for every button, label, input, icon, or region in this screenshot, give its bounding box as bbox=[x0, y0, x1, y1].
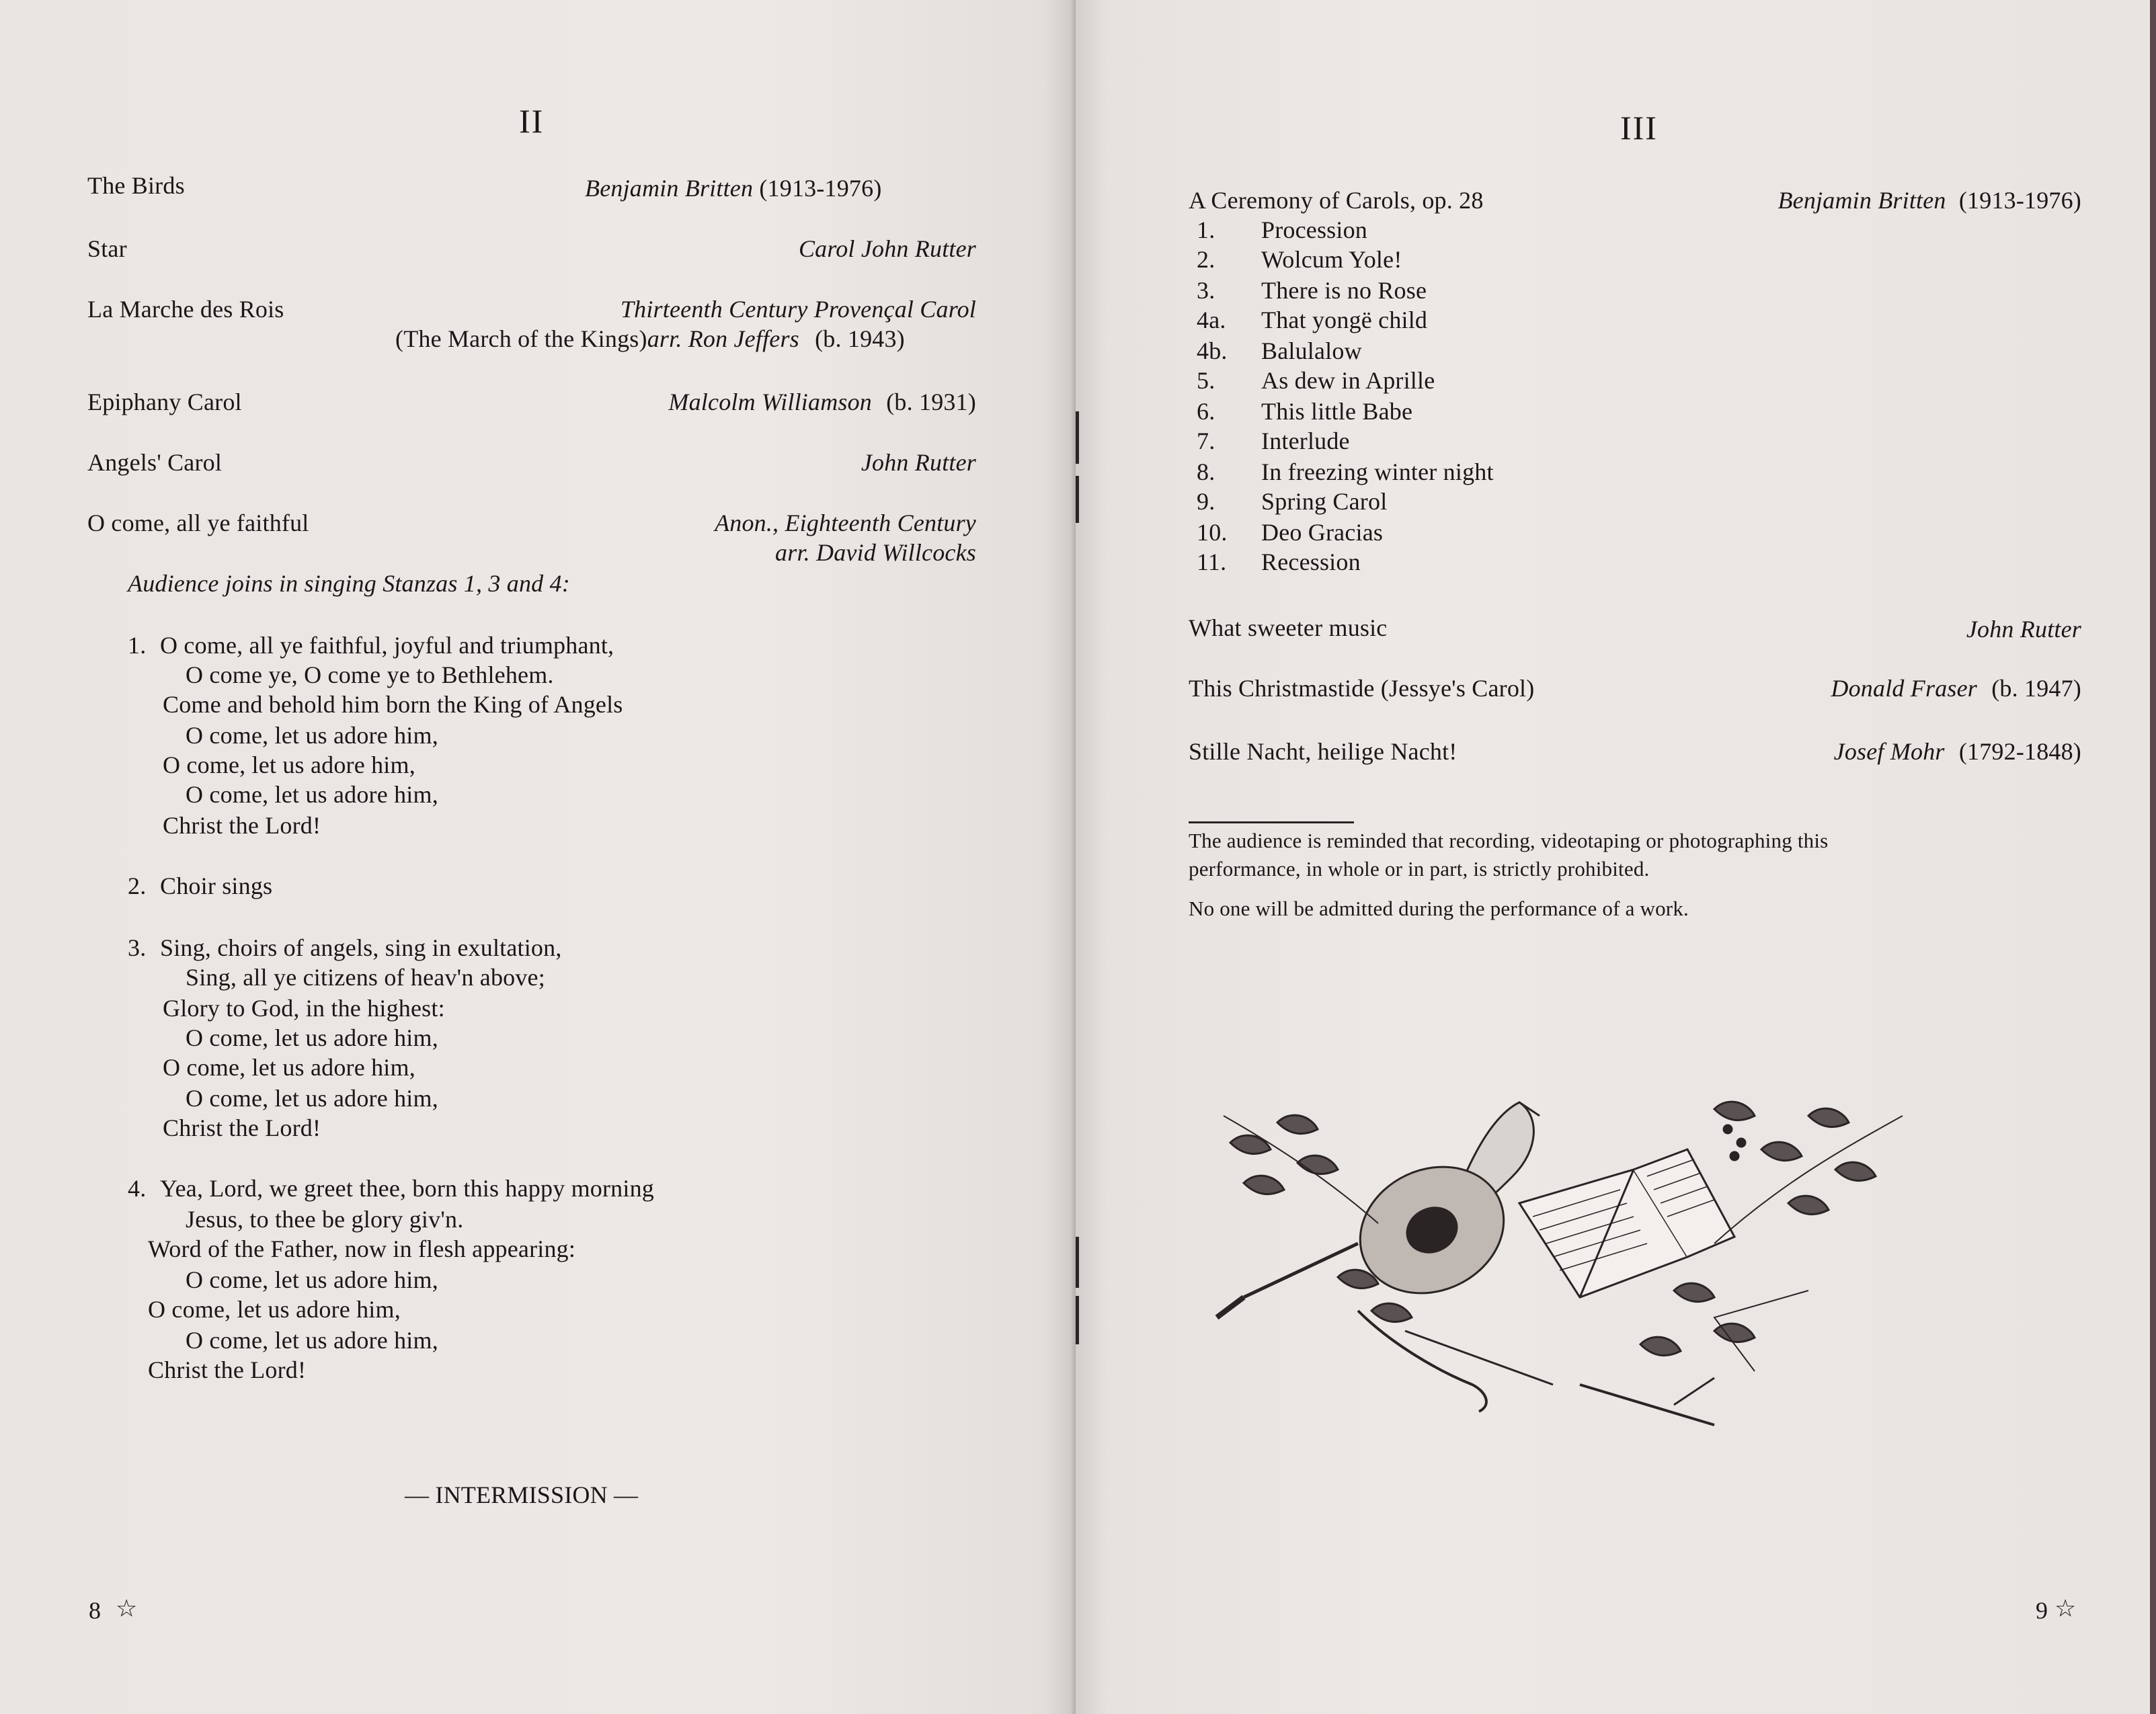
hymn-line: Christ the Lord! bbox=[148, 1356, 307, 1383]
movement-name: Interlude bbox=[1261, 427, 1350, 454]
star-icon: ☆ bbox=[116, 1595, 138, 1623]
margin-mark bbox=[1076, 1237, 1079, 1288]
movement-number: 6. bbox=[1197, 398, 1215, 425]
program-title-christmastide: This Christmastide (Jessye's Carol) bbox=[1189, 675, 1535, 702]
star-icon: ☆ bbox=[2054, 1595, 2077, 1623]
movement-name: There is no Rose bbox=[1261, 277, 1427, 304]
movement-name: Procession bbox=[1261, 216, 1367, 243]
program-composer-angels: John Rutter bbox=[861, 449, 976, 476]
hymn-line: O come, let us adore him, bbox=[186, 781, 438, 808]
program-composer-sweeter: John Rutter bbox=[1966, 616, 2081, 643]
hymn-line: Sing, all ye citizens of heav'n above; bbox=[186, 964, 545, 991]
hymn-line: Christ the Lord! bbox=[163, 1114, 321, 1141]
movement-number: 4b. bbox=[1197, 337, 1228, 364]
section-numeral-ii: II bbox=[519, 102, 545, 140]
notice-admission: No one will be admitted during the performance of a work. bbox=[1189, 897, 1689, 920]
hymn-line: O come, all ye faithful, joyful and triumphant, bbox=[160, 632, 614, 659]
stanza-number: 3. bbox=[128, 934, 147, 961]
hymn-line: Come and behold him born the King of Angels bbox=[163, 691, 623, 718]
composer-dates: (1913-1976) bbox=[759, 175, 882, 202]
movement-number: 4a. bbox=[1197, 307, 1226, 333]
movement-number: 1. bbox=[1197, 216, 1215, 243]
program-title-star: Star bbox=[87, 235, 127, 262]
hymn-line: O come, let us adore him, bbox=[163, 1054, 415, 1081]
program-composer-marche: Thirteenth Century Provençal Carol bbox=[620, 296, 976, 323]
ceremony-title: A Ceremony of Carols, op. 28 bbox=[1189, 187, 1484, 214]
right-page bbox=[1076, 0, 2150, 1714]
musical-instruments-engraving bbox=[1203, 1089, 1929, 1452]
composer-name: Donald Fraser bbox=[1831, 675, 1978, 702]
movement-number: 10. bbox=[1197, 519, 1228, 546]
program-composer-stille bbox=[1654, 737, 2081, 766]
program-title-ocome: O come, all ye faithful bbox=[87, 509, 309, 536]
section-numeral-iii: III bbox=[1620, 109, 1658, 147]
composer-name: Benjamin Britten bbox=[1778, 187, 1946, 214]
hymn-line: Yea, Lord, we greet thee, born this happy morning bbox=[160, 1175, 654, 1202]
program-marche-subtitle bbox=[395, 324, 905, 354]
composer-dates: (b. 1947) bbox=[1991, 675, 2081, 702]
hymn-line: Christ the Lord! bbox=[163, 812, 321, 839]
hymn-line: Sing, choirs of angels, sing in exultation, bbox=[160, 934, 562, 961]
hymn-line: Choir sings bbox=[160, 872, 273, 899]
program-composer-star: Carol John Rutter bbox=[798, 235, 976, 262]
marche-english-title: (The March of the Kings) bbox=[395, 325, 647, 352]
program-composer-birds bbox=[585, 173, 976, 203]
hymn-line: Word of the Father, now in flesh appearing: bbox=[148, 1235, 576, 1262]
marche-arranger-dates: (b. 1943) bbox=[815, 325, 905, 352]
hymn-line: Jesus, to thee be glory giv'n. bbox=[186, 1206, 464, 1233]
marche-arranger: arr. Ron Jeffers bbox=[647, 325, 799, 352]
movement-number: 8. bbox=[1197, 458, 1215, 485]
hymn-line: O come, let us adore him, bbox=[186, 1266, 438, 1293]
movement-name: Deo Gracias bbox=[1261, 519, 1384, 546]
hymn-line: O come, let us adore him, bbox=[186, 722, 438, 749]
movement-name: That yongë child bbox=[1261, 307, 1428, 333]
page-number-9: 9 bbox=[2036, 1597, 2048, 1624]
hymn-line: O come, let us adore him, bbox=[163, 751, 415, 778]
movement-number: 5. bbox=[1197, 367, 1215, 394]
program-title-angels: Angels' Carol bbox=[87, 449, 223, 476]
program-composer-ocome: Anon., Eighteenth Century bbox=[715, 509, 976, 536]
page-edge bbox=[2150, 0, 2156, 1714]
movement-number: 9. bbox=[1197, 488, 1215, 515]
movement-name: Recession bbox=[1261, 548, 1361, 575]
hymn-line: O come ye, O come ye to Bethlehem. bbox=[186, 661, 554, 688]
hymn-line: O come, let us adore him, bbox=[148, 1296, 401, 1323]
composer-name: Malcolm Williamson bbox=[668, 389, 873, 415]
movement-name: Wolcum Yole! bbox=[1261, 246, 1402, 273]
ceremony-composer bbox=[1654, 186, 2081, 215]
composer-name: Josef Mohr bbox=[1833, 738, 1945, 765]
movement-name: Spring Carol bbox=[1261, 488, 1388, 515]
composer-dates: (1792-1848) bbox=[1958, 738, 2081, 765]
composer-name: Benjamin Britten bbox=[585, 175, 754, 202]
movement-number: 11. bbox=[1197, 548, 1227, 575]
hymn-line: O come, let us adore him, bbox=[186, 1024, 438, 1051]
left-page bbox=[0, 0, 1076, 1714]
program-composer-epiphany bbox=[551, 387, 976, 417]
notice-recording: The audience is reminded that recording, videotaping or photographing this performance, in whole or in part, is strictly prohibited. bbox=[1189, 829, 1829, 881]
program-title-epiphany: Epiphany Carol bbox=[87, 389, 242, 415]
movement-number: 2. bbox=[1197, 246, 1215, 273]
stanza-number: 4. bbox=[128, 1175, 147, 1202]
program-arranger-ocome: arr. David Willcocks bbox=[775, 539, 976, 566]
program-title-stille: Stille Nacht, heilige Nacht! bbox=[1189, 738, 1458, 765]
program-title-marche: La Marche des Rois bbox=[87, 296, 284, 323]
notice-divider bbox=[1189, 821, 1354, 823]
audience-note: Audience joins in singing Stanzas 1, 3 and 4: bbox=[128, 570, 570, 597]
movement-number: 3. bbox=[1197, 277, 1215, 304]
hymn-line: O come, let us adore him, bbox=[186, 1085, 438, 1112]
stanza-number: 1. bbox=[128, 632, 147, 659]
movement-name: Balulalow bbox=[1261, 337, 1362, 364]
stanza-number: 2. bbox=[128, 872, 147, 899]
movement-number: 7. bbox=[1197, 427, 1215, 454]
composer-dates: (1913-1976) bbox=[1958, 187, 2081, 214]
program-title-sweeter: What sweeter music bbox=[1189, 614, 1388, 641]
intermission-label: — INTERMISSION — bbox=[405, 1481, 639, 1508]
movement-name: As dew in Aprille bbox=[1261, 367, 1435, 394]
hymn-line: O come, let us adore him, bbox=[186, 1327, 438, 1354]
composer-dates: (b. 1931) bbox=[886, 389, 976, 415]
program-composer-christmastide bbox=[1654, 674, 2081, 703]
margin-mark bbox=[1076, 411, 1079, 464]
hymn-line: Glory to God, in the highest: bbox=[163, 995, 445, 1022]
page-number-8: 8 bbox=[89, 1597, 102, 1624]
margin-mark bbox=[1076, 476, 1079, 523]
margin-mark bbox=[1076, 1296, 1079, 1344]
movement-name: This little Babe bbox=[1261, 398, 1413, 425]
program-title-birds: The Birds bbox=[87, 172, 185, 199]
holly-leaves-icon bbox=[1230, 1115, 1338, 1194]
movement-name: In freezing winter night bbox=[1261, 458, 1494, 485]
